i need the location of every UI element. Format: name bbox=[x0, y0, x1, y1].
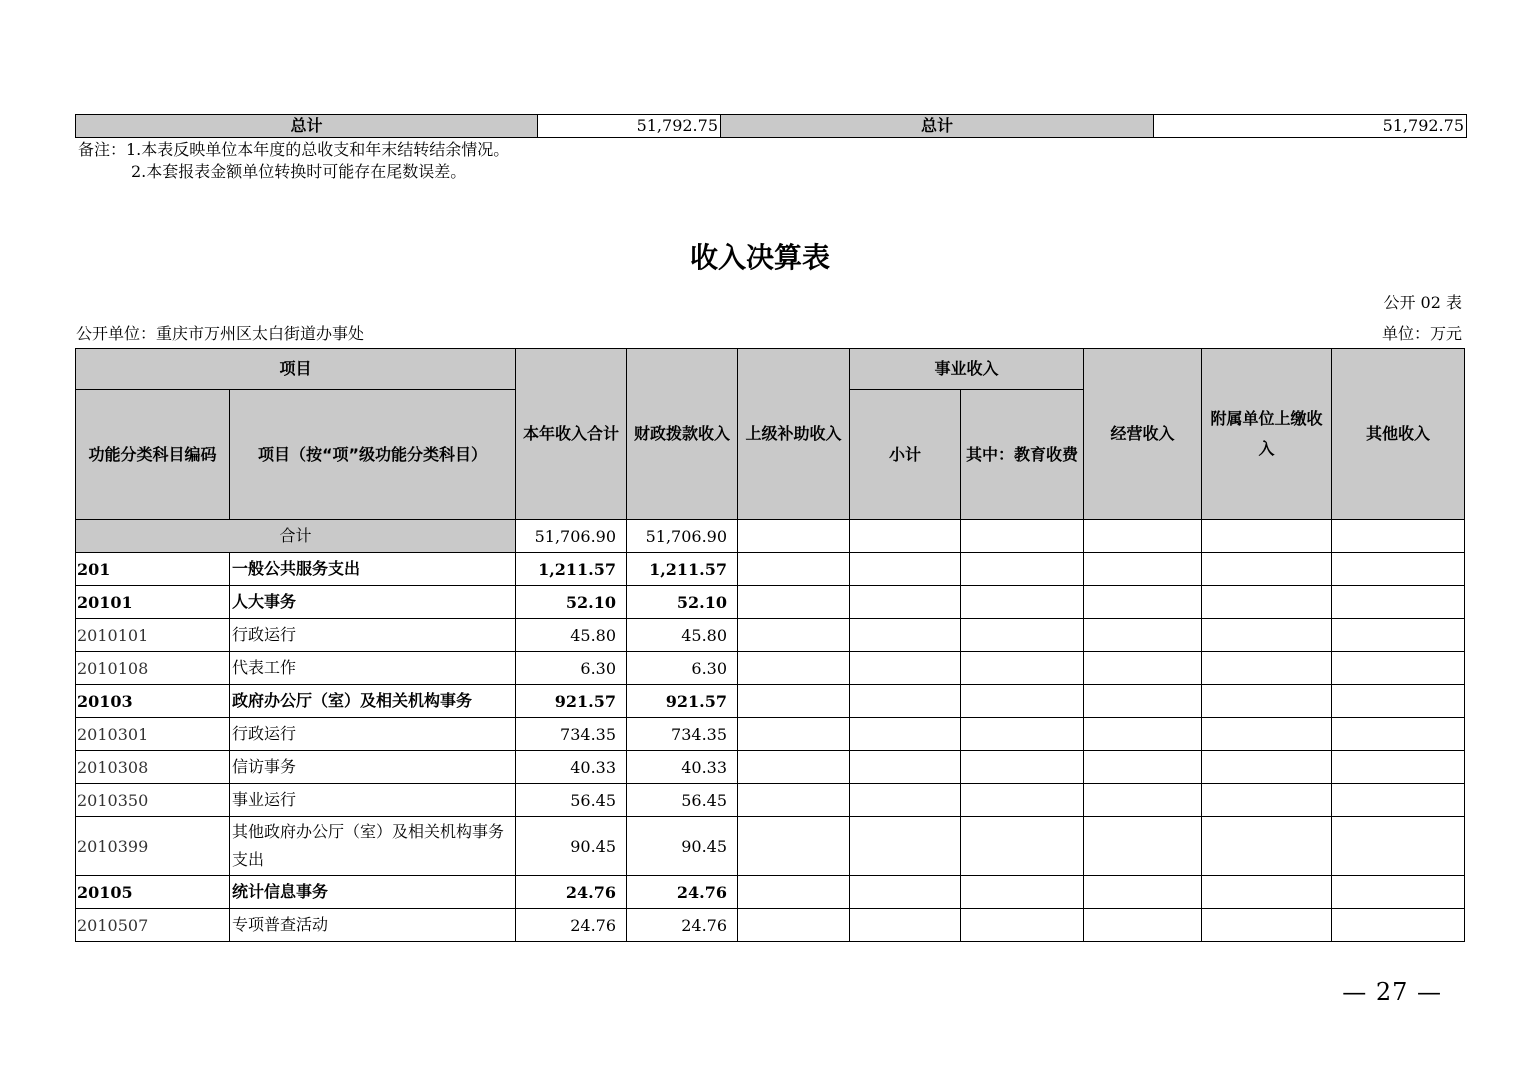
empty-cell bbox=[961, 586, 1084, 619]
currency-unit: 单位：万元 bbox=[1381, 324, 1462, 343]
total-row-label: 合计 bbox=[76, 520, 516, 553]
row-name: 行政运行 bbox=[230, 718, 516, 751]
income-table bbox=[75, 348, 1465, 942]
header-total: 本年收入合计 bbox=[516, 349, 627, 520]
row-code: 2010308 bbox=[76, 751, 230, 784]
empty-cell bbox=[1084, 553, 1202, 586]
header-other: 其他收入 bbox=[1332, 349, 1465, 520]
page-title: 收入决算表 bbox=[689, 241, 830, 274]
header-code: 功能分类科目编码 bbox=[76, 390, 230, 520]
row-code: 2010101 bbox=[76, 619, 230, 652]
empty-cell bbox=[738, 817, 850, 876]
empty-cell bbox=[1084, 718, 1202, 751]
empty-cell bbox=[961, 909, 1084, 942]
empty-cell bbox=[1332, 619, 1465, 652]
summary-right-value: 51,792.75 bbox=[1154, 115, 1467, 138]
header-project: 项目 bbox=[76, 349, 516, 390]
empty-cell bbox=[961, 520, 1084, 553]
empty-cell bbox=[738, 619, 850, 652]
row-code: 201 bbox=[76, 553, 230, 586]
empty-cell bbox=[1084, 586, 1202, 619]
row-name: 信访事务 bbox=[230, 751, 516, 784]
form-number: 公开 02 表 bbox=[1383, 293, 1462, 312]
empty-cell bbox=[1332, 553, 1465, 586]
empty-cell bbox=[738, 520, 850, 553]
empty-cell bbox=[1084, 876, 1202, 909]
empty-cell bbox=[1202, 817, 1332, 876]
row-total: 24.76 bbox=[516, 876, 627, 909]
empty-cell bbox=[850, 586, 961, 619]
table-row bbox=[76, 784, 1465, 817]
empty-cell bbox=[738, 586, 850, 619]
empty-cell bbox=[961, 652, 1084, 685]
row-total: 90.45 bbox=[516, 817, 627, 876]
header-superior: 上级补助收入 bbox=[738, 349, 850, 520]
empty-cell bbox=[1332, 876, 1465, 909]
row-fiscal: 734.35 bbox=[627, 718, 738, 751]
empty-cell bbox=[961, 718, 1084, 751]
row-name: 统计信息事务 bbox=[230, 876, 516, 909]
row-code: 2010301 bbox=[76, 718, 230, 751]
row-code: 20105 bbox=[76, 876, 230, 909]
row-fiscal: 90.45 bbox=[627, 817, 738, 876]
row-total: 921.57 bbox=[516, 685, 627, 718]
empty-cell bbox=[850, 652, 961, 685]
empty-cell bbox=[961, 619, 1084, 652]
header-name: 项目（按“项”级功能分类科目） bbox=[230, 390, 516, 520]
header-affiliated: 附属单位上缴收入 bbox=[1202, 349, 1332, 520]
row-fiscal: 6.30 bbox=[627, 652, 738, 685]
empty-cell bbox=[1332, 817, 1465, 876]
header-subtotal: 小计 bbox=[850, 390, 961, 520]
table-row bbox=[76, 909, 1465, 942]
page-number: — 27 — bbox=[1342, 978, 1442, 1006]
empty-cell bbox=[1202, 909, 1332, 942]
table-row bbox=[76, 652, 1465, 685]
row-total: 56.45 bbox=[516, 784, 627, 817]
empty-cell bbox=[738, 718, 850, 751]
empty-cell bbox=[850, 685, 961, 718]
row-code: 2010350 bbox=[76, 784, 230, 817]
summary-left-value: 51,792.75 bbox=[538, 115, 721, 138]
empty-cell bbox=[961, 553, 1084, 586]
table-row bbox=[76, 817, 1465, 876]
data-rows bbox=[76, 553, 1465, 942]
empty-cell bbox=[1202, 586, 1332, 619]
empty-cell bbox=[1202, 751, 1332, 784]
total-row-total: 51,706.90 bbox=[516, 520, 627, 553]
row-code: 2010507 bbox=[76, 909, 230, 942]
empty-cell bbox=[961, 751, 1084, 784]
row-total: 45.80 bbox=[516, 619, 627, 652]
empty-cell bbox=[1202, 784, 1332, 817]
empty-cell bbox=[1202, 520, 1332, 553]
empty-cell bbox=[850, 553, 961, 586]
row-fiscal: 24.76 bbox=[627, 876, 738, 909]
empty-cell bbox=[1202, 553, 1332, 586]
row-name: 行政运行 bbox=[230, 619, 516, 652]
row-total: 24.76 bbox=[516, 909, 627, 942]
table-row bbox=[76, 718, 1465, 751]
empty-cell bbox=[1332, 784, 1465, 817]
summary-right-label: 总计 bbox=[721, 115, 1154, 138]
empty-cell bbox=[1332, 652, 1465, 685]
row-fiscal: 24.76 bbox=[627, 909, 738, 942]
reporting-unit: 公开单位：重庆市万州区太白街道办事处 bbox=[76, 324, 365, 343]
row-total: 734.35 bbox=[516, 718, 627, 751]
empty-cell bbox=[1332, 685, 1465, 718]
empty-cell bbox=[738, 685, 850, 718]
row-code: 2010399 bbox=[76, 817, 230, 876]
empty-cell bbox=[961, 784, 1084, 817]
table-row bbox=[76, 876, 1465, 909]
row-name: 事业运行 bbox=[230, 784, 516, 817]
empty-cell bbox=[738, 751, 850, 784]
row-code: 20101 bbox=[76, 586, 230, 619]
empty-cell bbox=[1084, 784, 1202, 817]
empty-cell bbox=[850, 876, 961, 909]
table-row bbox=[76, 586, 1465, 619]
row-name: 一般公共服务支出 bbox=[230, 553, 516, 586]
empty-cell bbox=[1332, 586, 1465, 619]
empty-cell bbox=[1084, 817, 1202, 876]
empty-cell bbox=[738, 784, 850, 817]
row-code: 20103 bbox=[76, 685, 230, 718]
empty-cell bbox=[738, 652, 850, 685]
header-business: 事业收入 bbox=[850, 349, 1084, 390]
empty-cell bbox=[1202, 718, 1332, 751]
empty-cell bbox=[738, 909, 850, 942]
empty-cell bbox=[1084, 685, 1202, 718]
header-operating: 经营收入 bbox=[1084, 349, 1202, 520]
empty-cell bbox=[850, 909, 961, 942]
empty-cell bbox=[850, 718, 961, 751]
row-name: 其他政府办公厅（室）及相关机构事务支出 bbox=[230, 817, 516, 876]
empty-cell bbox=[1202, 685, 1332, 718]
row-name: 代表工作 bbox=[230, 652, 516, 685]
empty-cell bbox=[1084, 619, 1202, 652]
row-name: 人大事务 bbox=[230, 586, 516, 619]
empty-cell bbox=[1332, 909, 1465, 942]
table-row bbox=[76, 751, 1465, 784]
empty-cell bbox=[850, 751, 961, 784]
table-row bbox=[76, 619, 1465, 652]
row-fiscal: 40.33 bbox=[627, 751, 738, 784]
row-name: 政府办公厅（室）及相关机构事务 bbox=[230, 685, 516, 718]
row-fiscal: 56.45 bbox=[627, 784, 738, 817]
row-code: 2010108 bbox=[76, 652, 230, 685]
empty-cell bbox=[850, 784, 961, 817]
table-row bbox=[76, 553, 1465, 586]
row-fiscal: 52.10 bbox=[627, 586, 738, 619]
summary-table bbox=[75, 114, 1467, 138]
empty-cell bbox=[1202, 876, 1332, 909]
row-total: 1,211.57 bbox=[516, 553, 627, 586]
empty-cell bbox=[850, 619, 961, 652]
empty-cell bbox=[1202, 652, 1332, 685]
empty-cell bbox=[1084, 909, 1202, 942]
empty-cell bbox=[738, 876, 850, 909]
row-total: 52.10 bbox=[516, 586, 627, 619]
empty-cell bbox=[1332, 520, 1465, 553]
header-fiscal: 财政拨款收入 bbox=[627, 349, 738, 520]
empty-cell bbox=[1084, 520, 1202, 553]
row-total: 40.33 bbox=[516, 751, 627, 784]
row-total: 6.30 bbox=[516, 652, 627, 685]
empty-cell bbox=[1332, 751, 1465, 784]
empty-cell bbox=[961, 876, 1084, 909]
summary-left-label: 总计 bbox=[76, 115, 538, 138]
note-line-2: 2.本套报表金额单位转换时可能存在尾数误差。 bbox=[131, 162, 467, 181]
empty-cell bbox=[1084, 652, 1202, 685]
table-row bbox=[76, 685, 1465, 718]
header-education: 其中：教育收费 bbox=[961, 390, 1084, 520]
empty-cell bbox=[961, 817, 1084, 876]
row-fiscal: 921.57 bbox=[627, 685, 738, 718]
empty-cell bbox=[850, 520, 961, 553]
row-name: 专项普查活动 bbox=[230, 909, 516, 942]
empty-cell bbox=[1202, 619, 1332, 652]
empty-cell bbox=[1332, 718, 1465, 751]
total-row-fiscal: 51,706.90 bbox=[627, 520, 738, 553]
note-line-1: 备注：1.本表反映单位本年度的总收支和年末结转结余情况。 bbox=[78, 140, 510, 159]
row-fiscal: 45.80 bbox=[627, 619, 738, 652]
empty-cell bbox=[738, 553, 850, 586]
empty-cell bbox=[961, 685, 1084, 718]
empty-cell bbox=[850, 817, 961, 876]
empty-cell bbox=[1084, 751, 1202, 784]
row-fiscal: 1,211.57 bbox=[627, 553, 738, 586]
